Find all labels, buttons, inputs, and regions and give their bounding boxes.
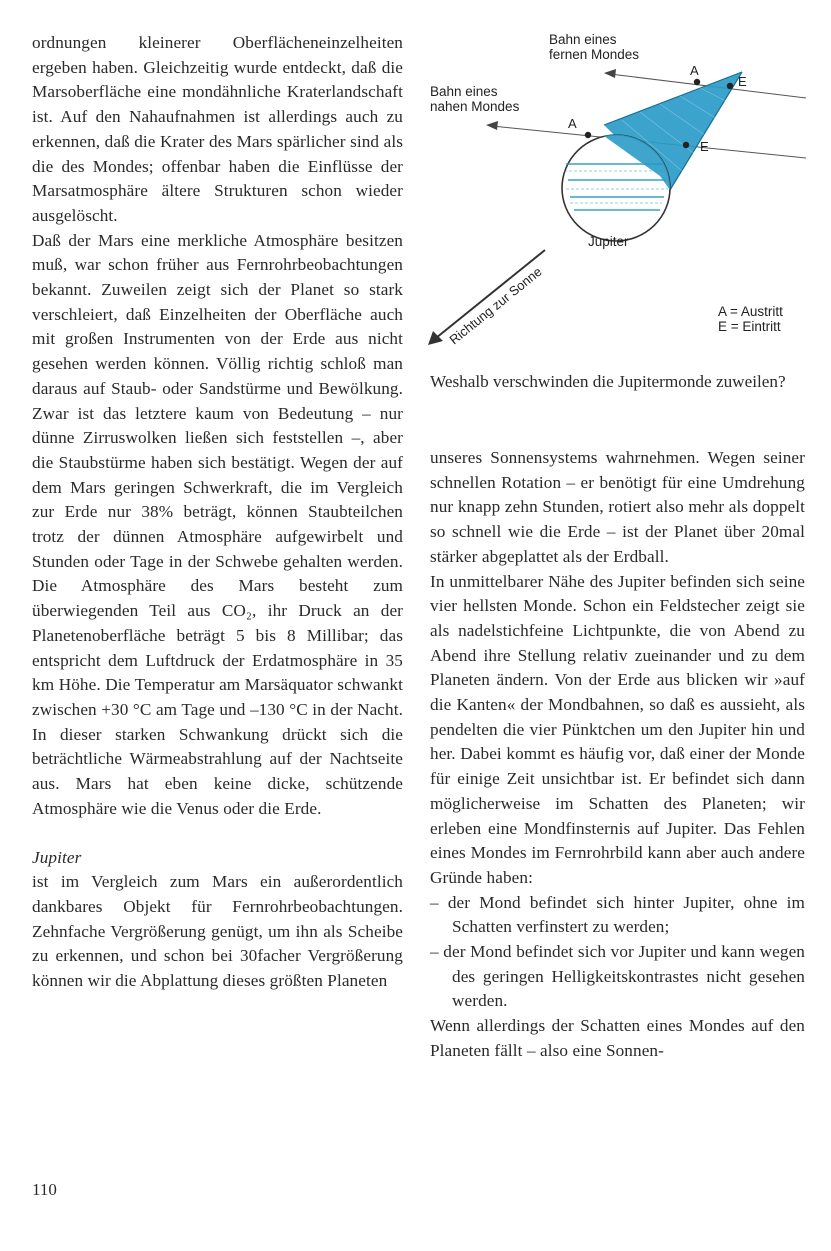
label-far-orbit-1: Bahn eines [549,32,617,47]
paragraph-moon-shadow: Wenn allerdings der Schatten eines Mondes auf den Planeten fällt – also eine Sonnen- [430,1016,805,1060]
paragraph-jupiter-intro: ist im Vergleich zum Mars ein außerordentlich dankbares Objekt für Fernrohrbeobachtungen. Zehnfache Vergrößerung genügt, um ihn als Scheibe zu erkennen, und schon bei 30facher Vergrößerung können wir die Abplattung dieses größten Planeten [32,872,403,991]
jupiter-planet [562,135,670,241]
label-far-a: A [690,63,699,78]
paragraph-mars-craters: ordnungen kleinerer Oberflächeneinzelheiten ergeben haben. Gleichzeitig wurde entdeckt, daß die Marsoberfläche eine mondähnliche Kraterlandschaft ist. Auf den Nahaufnahmen ist allerdings auch zu erkennen, daß die Krater des Mars spärlicher sind als die des Mondes; offenbar haben die Einflüsse der Marsatmosphäre ältere Strukturen schon wieder ausgelöscht. [32,33,403,225]
legend-a: A = Austritt [718,304,783,319]
near-moon-entry-point [683,142,689,148]
page-number: 110 [32,1180,57,1199]
label-near-e: E [700,139,709,154]
figure-caption: Weshalb verschwinden die Jupitermonde zuweilen? [430,372,786,391]
label-near-orbit-2: nahen Mondes [430,99,520,114]
label-sun-direction: Richtung zur Sonne [446,263,545,348]
paragraph-jupiter-rotation: unseres Sonnensystems wahrnehmen. Wegen seiner schnellen Rotation – er benötigt für eine Umdrehung nur knapp zehn Stunden, rotiert also mehr als doppelt so schnell wie die Erde – ist der Planet über 20mal stärker abgeplattet als der Erdball. [430,448,805,566]
paragraph-jupiter-moons: In unmittelbarer Nähe des Jupiter befinden sich seine vier hellsten Monde. Schon ein Feldstecher zeigt sie als nadelstichfeine Lichtpunkte, die von Abend zu Abend ihre Stellung relativ zueinander und zu dem Planeten ändern. Von der Erde aus blicken wir »auf die Kanten« der Mondbahnen, so daß es aussieht, als pendelten die vier Pünktchen um den Jupiter hin und her. Dabei kommt es häufig vor, daß einer der Monde für einige Zeit unsichtbar ist. Er befindet sich dann möglicherweise im Schatten des Planeten; wir erleben eine Mondfinsternis auf Jupiter. Das Fehlen eines Mondes im Fernrohrbild kann aber auch andere Gründe haben: [430,571,805,887]
far-moon-exit-point [694,79,700,85]
label-far-orbit-2: fernen Mondes [549,47,640,62]
list-item: – der Mond befindet sich vor Jupiter und kann wegen des geringen Helligkeitskontrastes nicht gesehen werden. [430,942,805,1011]
paragraph-mars-atmosphere: Daß der Mars eine merkliche Atmosphäre besitzen muß, war schon früher aus Fernrohrbeobachtungen bekannt. Zuweilen zeigt sich der Planet so stark verschleiert, daß Einzelheiten der Oberfläche auch mit großen Instrumenten von der Erde aus nicht gesehen werden können. Völlig richtig schloß man daraus auf Staub- oder Sandstürme und Bewölkung. Zwar ist das letztere kaum von Bedeutung – nur dünne Zirruswolken ließen sich feststellen –, aber die Staubstürme haben sich bestätigt. Wegen der auf dem Mars geringen Schwerkraft, die im Vergleich zur Erde nur 38% beträgt, können Staubteilchen trotz der dünnen Atmosphäre aufgewirbelt und Stunden oder Tage in der Schwebe gehalten werden. Die Atmosphäre des Mars besteht zum überwiegenden Teil aus CO₂, ihr Druck an der Planetenoberfläche beträgt 5 bis 8 Millibar; das entspricht dem Luftdruck der Erdatmosphäre in 35 km Höhe. Die Temperatur am Marsäquator schwankt zwischen +30 °C am Tage und –130 °C in der Nacht. In dieser starken Schwankung drückt sich die beträchtliche Wärmeabstrahlung auf der Nachtseite aus. Mars hat eben keine dicke, schützende Atmosphäre wie die Venus oder die Erde. [32,230,403,818]
label-near-orbit-1: Bahn eines [430,84,498,99]
near-orbit-arrow-icon [486,121,498,130]
near-moon-exit-point [585,132,591,138]
jupiter-moon-diagram [0,0,831,380]
legend-e: E = Eintritt [718,319,781,334]
label-far-e: E [738,74,747,89]
list-item: – der Mond befindet sich hinter Jupiter, ohne im Schatten verfinstert zu werden; [430,892,805,937]
right-column [430,446,805,1064]
sun-direction-line [436,250,545,338]
label-near-a: A [568,116,577,131]
far-moon-entry-point [727,83,733,89]
far-orbit-arrow-icon [604,69,616,78]
label-jupiter: Jupiter [588,234,629,249]
section-heading-jupiter: Jupiter [32,847,82,867]
